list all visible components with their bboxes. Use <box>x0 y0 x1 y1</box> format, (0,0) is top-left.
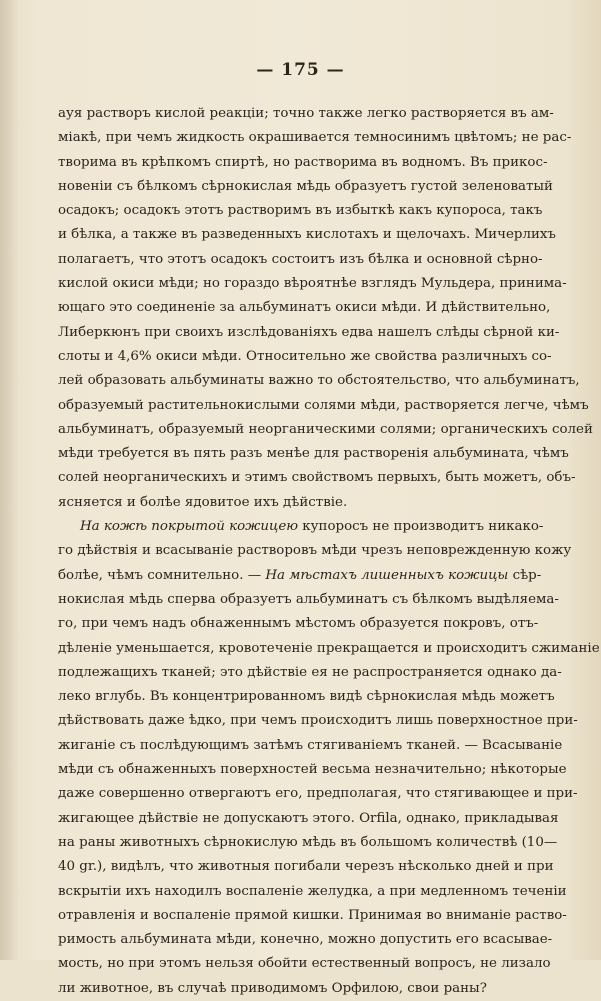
text-line <box>58 928 553 952</box>
text-segment: го дѣйствія и всасываніе растворовъ мѣди чрезъ неповрежденную кожу <box>58 543 572 559</box>
text-segment: дѣйствовать даже ѣдко, при чемъ происходитъ лишь поверхностное при- <box>58 713 578 729</box>
text-line <box>58 272 567 296</box>
text-line <box>58 369 580 393</box>
text-segment: жиганіе съ послѣдующимъ затѣмъ стягиваніемъ тканей. — Всасываніе <box>58 737 563 753</box>
text-line <box>58 782 578 806</box>
body-text <box>58 102 600 1001</box>
text-line <box>58 564 542 588</box>
text-line <box>58 223 556 247</box>
text-line <box>58 418 593 442</box>
text-line <box>58 588 559 612</box>
text-segment: нокислая мѣдь сперва образуетъ альбуминатъ съ бѣлкомъ выдѣляема- <box>58 591 559 607</box>
text-segment: 40 gr.), видѣлъ, что животныя погибали черезъ нѣсколько дней и при <box>58 859 554 875</box>
text-line <box>58 126 572 150</box>
text-segment: осадокъ; осадокъ этотъ растворимъ въ избыткѣ какъ купороса, такъ <box>58 203 543 219</box>
text-segment: сѣр- <box>508 567 542 583</box>
text-segment: міакѣ, при чемъ жидкость окрашивается темносинимъ цвѣтомъ; не рас- <box>58 130 572 146</box>
text-line <box>58 709 578 733</box>
text-segment: римость альбумината мѣди, конечно, можно допустить его всасывае- <box>58 932 553 948</box>
text-segment: творима въ крѣпкомъ спиртѣ, но растворима въ водномъ. Въ прикос- <box>58 154 548 170</box>
text-segment: ли животное, въ случаѣ приводимомъ Орфилою, свои раны? <box>58 980 487 996</box>
text-line <box>58 977 536 1001</box>
text-line <box>58 734 563 758</box>
text-line <box>58 952 551 976</box>
text-segment: кислой окиси мѣди; но гораздо вѣроятнѣе взглядъ Мульдера, принима- <box>58 276 567 292</box>
text-segment: образуемый растительнокислыми солями мѣди, растворяется легче, чѣмъ <box>58 397 589 413</box>
gutter-shadow <box>0 0 18 960</box>
text-line <box>58 151 548 175</box>
text-segment: и бѣлка, а также въ разведенныхъ кислотахъ и щелочахъ. Мичерлихъ <box>58 227 556 243</box>
text-line <box>58 491 536 515</box>
text-segment: на раны животныхъ сѣрнокислую мѣдь въ большомъ количествѣ (10— <box>58 834 558 850</box>
text-line <box>58 612 539 636</box>
text-segment: купоросъ не производитъ никако- <box>298 519 544 535</box>
text-segment: солей неорганическихъ и этимъ свойствомъ первыхъ, быть можетъ, объ- <box>58 470 576 486</box>
text-segment: слоты и 4,6% окиси мѣди. Относительно же свойства различныхъ со- <box>58 348 552 364</box>
italic-text-segment: На кожѣ покрытой кожицею <box>80 519 299 535</box>
text-segment: жигающее дѣйствіе не допускаютъ этого. Orfila, однако, прикладывая <box>58 810 559 826</box>
text-segment: леко вглубь. Въ концентрированномъ видѣ сѣрнокислая мѣдь можетъ <box>58 689 555 705</box>
text-segment: даже совершенно отвергаютъ его, предполагая, что стягивающее и при- <box>58 786 578 802</box>
text-line <box>58 296 551 320</box>
text-segment: го, при чемъ надъ обнаженнымъ мѣстомъ образуется покровъ, отъ- <box>58 616 539 632</box>
page-number: — 175 — <box>256 60 345 80</box>
text-line <box>58 394 589 418</box>
text-line <box>58 321 560 345</box>
italic-text-segment: На мѣстахъ лишенныхъ кожицы <box>265 567 509 583</box>
text-segment: ясняется и болѣе ядовитое ихъ дѣйствіе. <box>58 494 348 510</box>
text-segment: мѣди требуется въ пять разъ менѣе для растворенія альбумината, чѣмъ <box>58 446 569 462</box>
text-line <box>58 539 572 563</box>
text-segment: болѣе, чѣмъ сомнительно. — <box>58 567 266 583</box>
text-segment: ауя растворъ кислой реакціи; точно также легко растворяется въ ам- <box>58 106 554 121</box>
text-segment: подлежащихъ тканей; это дѣйствіе ея не распространяется однако да- <box>58 664 562 680</box>
text-line <box>58 199 543 223</box>
text-segment: Либеркюнъ при своихъ изслѣдованіяхъ едва нашелъ слѣды сѣрной ки- <box>58 324 560 340</box>
text-line <box>58 758 567 782</box>
text-segment: альбуминатъ, образуемый неорганическими солями; органическихъ солей <box>58 421 593 437</box>
text-line <box>58 855 554 879</box>
text-line <box>58 248 543 272</box>
text-line <box>58 515 544 539</box>
text-segment: ющаго это соединеніе за альбуминатъ окиси мѣди. И дѣйствительно, <box>58 300 551 316</box>
text-line <box>58 831 558 855</box>
text-line <box>58 102 554 126</box>
text-line <box>58 175 553 199</box>
text-segment: мѣди съ обнаженныхъ поверхностей весьма незначительно; нѣкоторые <box>58 762 567 778</box>
text-line <box>58 807 559 831</box>
text-line <box>58 637 600 661</box>
text-line <box>58 345 552 369</box>
text-line <box>58 904 567 928</box>
text-line <box>58 685 555 709</box>
text-segment: мость, но при этомъ нельзя обойти естественный вопросъ, не лизало <box>58 956 551 972</box>
text-segment: новеніи съ бѣлкомъ сѣрнокислая мѣдь образуетъ густой зеленоватый <box>58 178 553 194</box>
text-line <box>58 661 562 685</box>
text-segment: полагаетъ, что этотъ осадокъ состоитъ изъ бѣлка и основной сѣрно- <box>58 251 543 267</box>
text-line <box>58 880 567 904</box>
text-segment: лей образовать альбуминаты важно то обстоятельство, что альбуминатъ, <box>58 373 580 389</box>
text-line <box>58 442 569 466</box>
text-segment: дѣленіе уменьшается, кровотеченіе прекращается и происходитъ сжиманіе <box>58 640 600 656</box>
text-segment: отравленія и воспаленіе прямой кишки. Принимая во вниманіе раство- <box>58 907 567 923</box>
text-segment: вскрытіи ихъ находилъ воспаленіе желудка, а при медленномъ теченіи <box>58 883 567 899</box>
text-line <box>58 466 576 490</box>
